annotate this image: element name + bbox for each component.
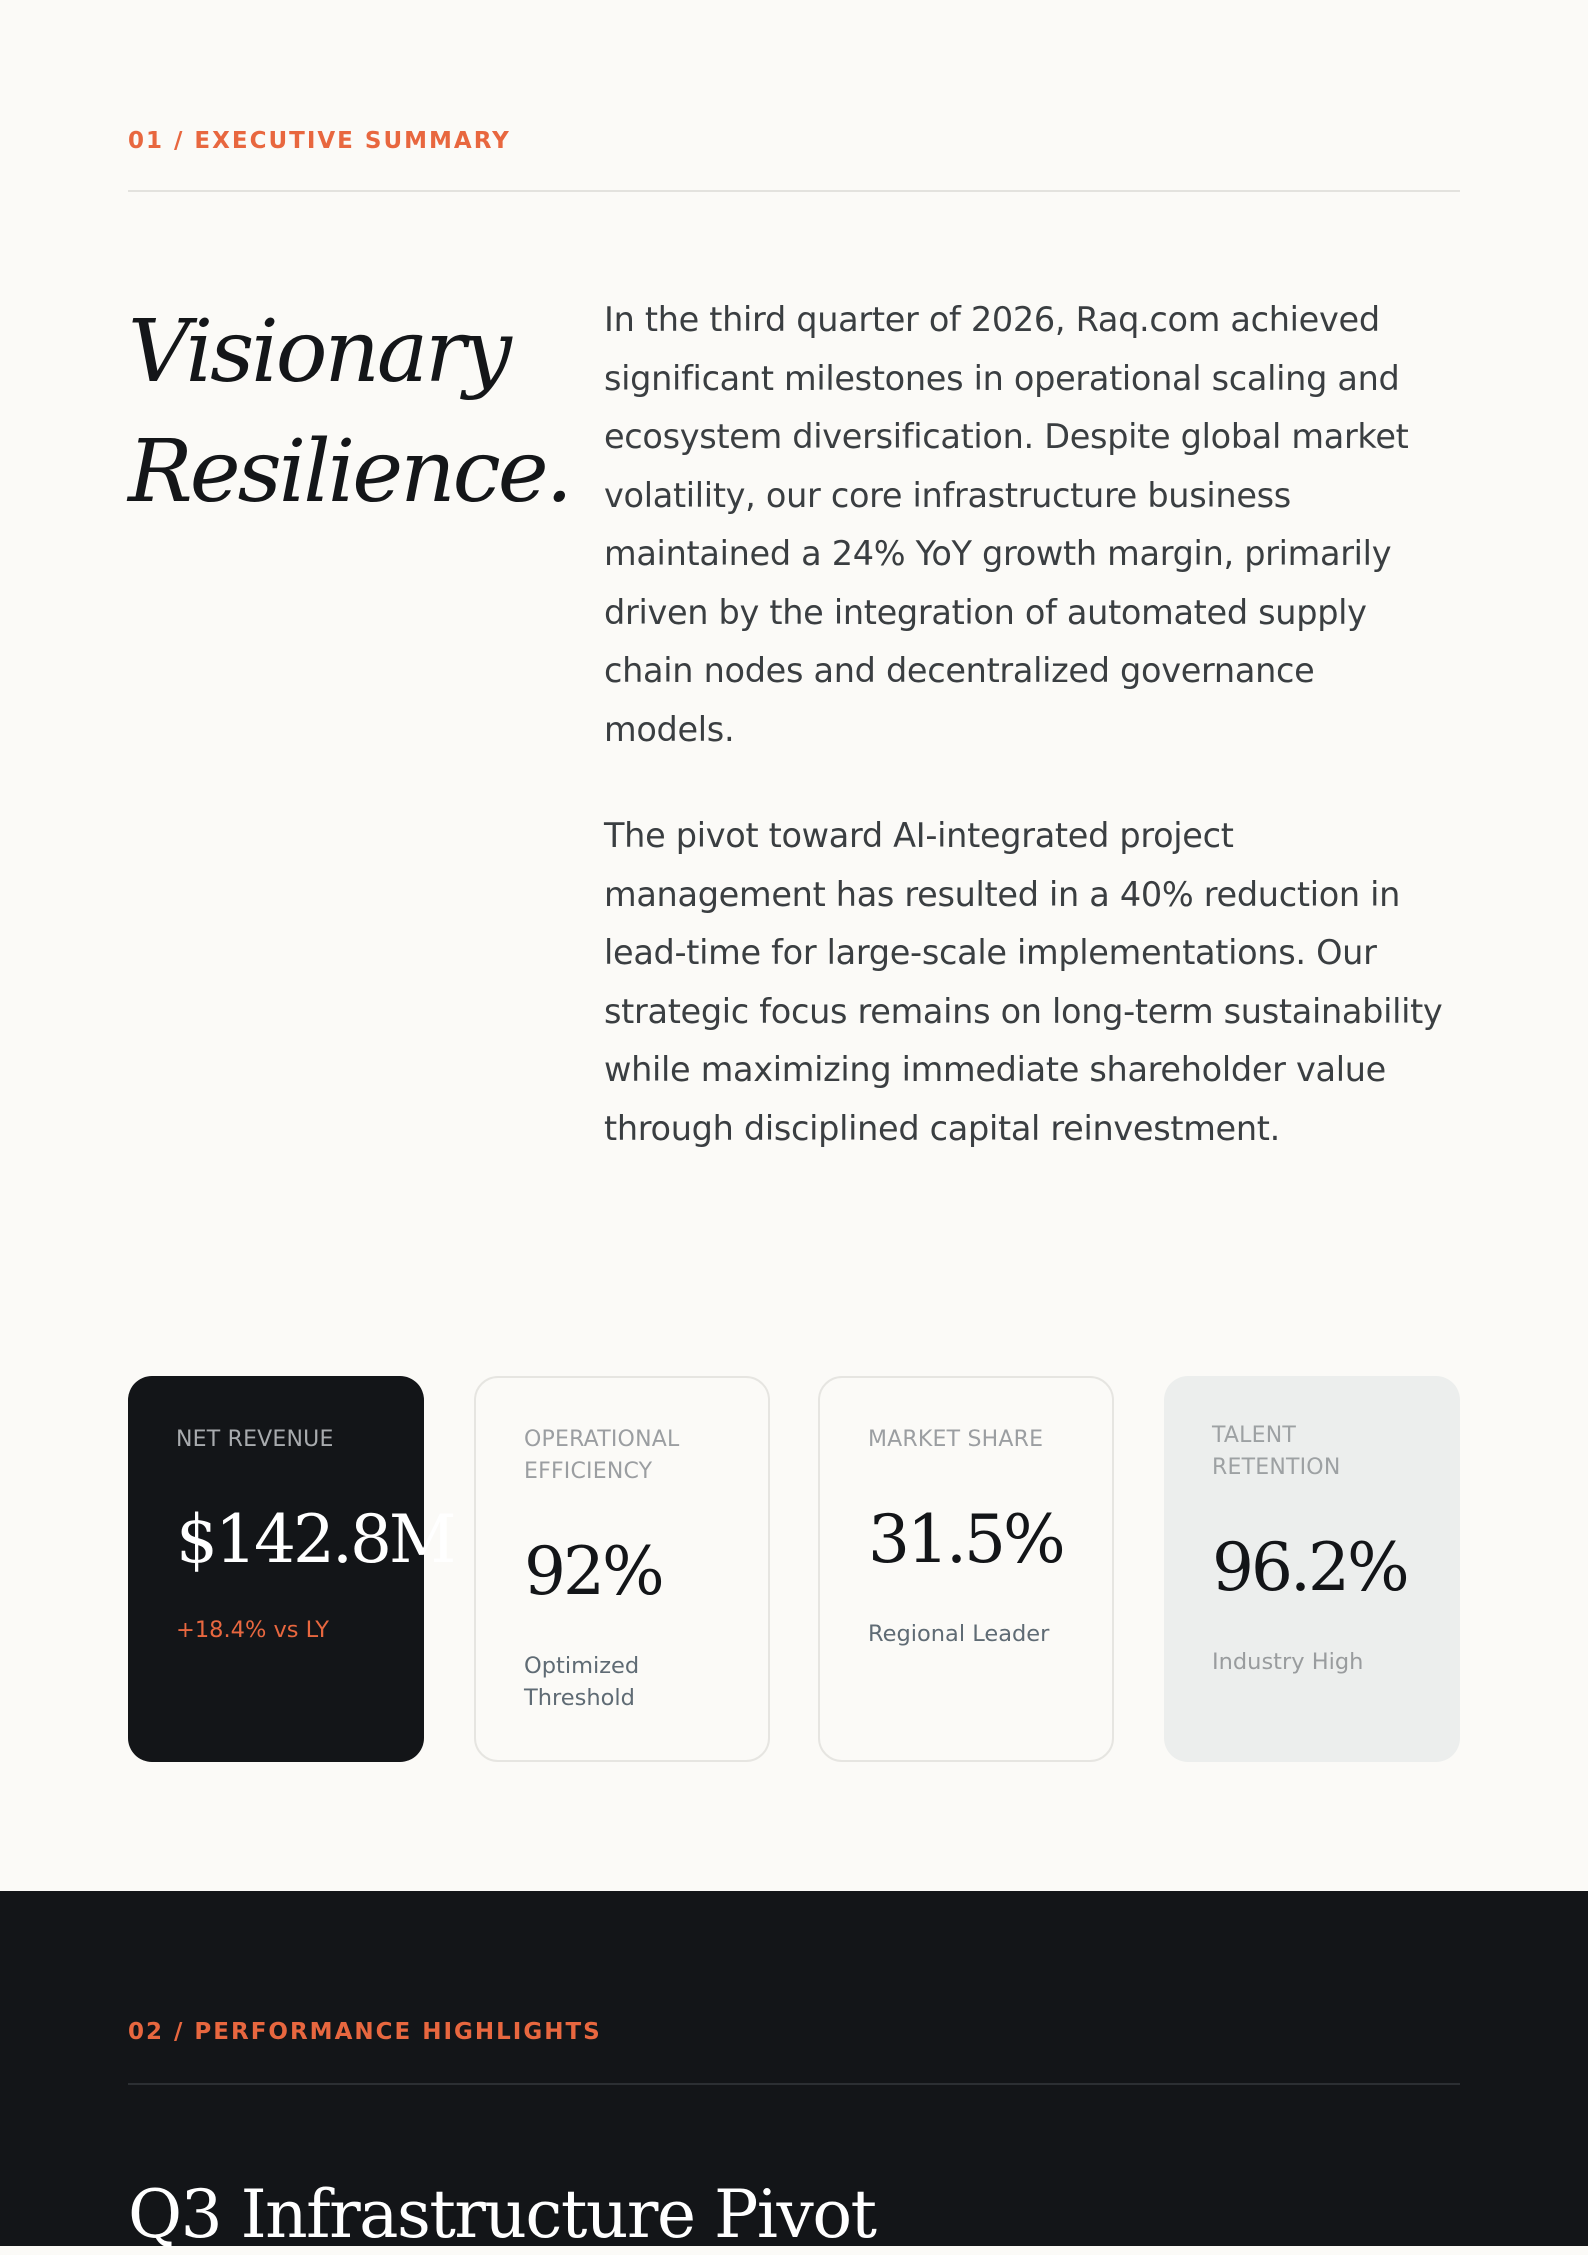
- kpi-card-talent-retention: [1164, 1376, 1460, 1762]
- section-label-performance-highlights: 02 / PERFORMANCE HIGHLIGHTS: [128, 2019, 602, 2045]
- headline-line-2: Resilience.: [128, 422, 570, 522]
- kpi-label: NET REVENUE: [176, 1427, 334, 1452]
- section-divider: [128, 2083, 1460, 2085]
- summary-paragraph-1: In the third quarter of 2026, Raq.com achieved significant milestones in operational scaling and ecosystem diversification. Despite global market volatility, our core infrastructure business maintained a 24% YoY growth margin, primarily driven by the integration of automated supply chain nodes and decentralized governance models.: [604, 300, 1409, 749]
- summary-paragraph-2: The pivot toward AI-integrated project management has resulted in a 40% reduction in lead-time for large-scale implementations. Our strategic focus remains on long-term sustainability while maximizing immediate shareholder value through disciplined capital reinvestment.: [604, 816, 1443, 1148]
- kpi-label: TALENT RETENTION: [1212, 1423, 1341, 1480]
- kpi-value: $142.8M: [176, 1501, 454, 1578]
- kpi-sub: Industry High: [1212, 1649, 1364, 1675]
- highlights-title: Q3 Infrastructure Pivot: [128, 2176, 876, 2253]
- kpi-sub: Optimized Threshold: [524, 1653, 640, 1711]
- kpi-value: 31.5%: [868, 1501, 1063, 1578]
- summary-headline: [128, 292, 570, 532]
- kpi-sub: +18.4% vs LY: [176, 1617, 329, 1643]
- kpi-label: OPERATIONAL EFFICIENCY: [524, 1427, 680, 1484]
- kpi-sub: Regional Leader: [868, 1621, 1050, 1647]
- performance-highlights-section: [0, 1891, 1588, 2253]
- kpi-card-market-share: [818, 1376, 1114, 1762]
- kpi-value: 96.2%: [1212, 1529, 1407, 1606]
- kpi-card-net-revenue: [128, 1376, 454, 1762]
- headline-line-1: Visionary: [128, 302, 509, 402]
- section-label-executive-summary: 01 / EXECUTIVE SUMMARY: [128, 128, 511, 154]
- kpi-card-operational-efficiency: [474, 1376, 770, 1762]
- kpi-label: MARKET SHARE: [868, 1427, 1044, 1452]
- kpi-value: 92%: [524, 1533, 662, 1610]
- section-divider: [128, 190, 1460, 192]
